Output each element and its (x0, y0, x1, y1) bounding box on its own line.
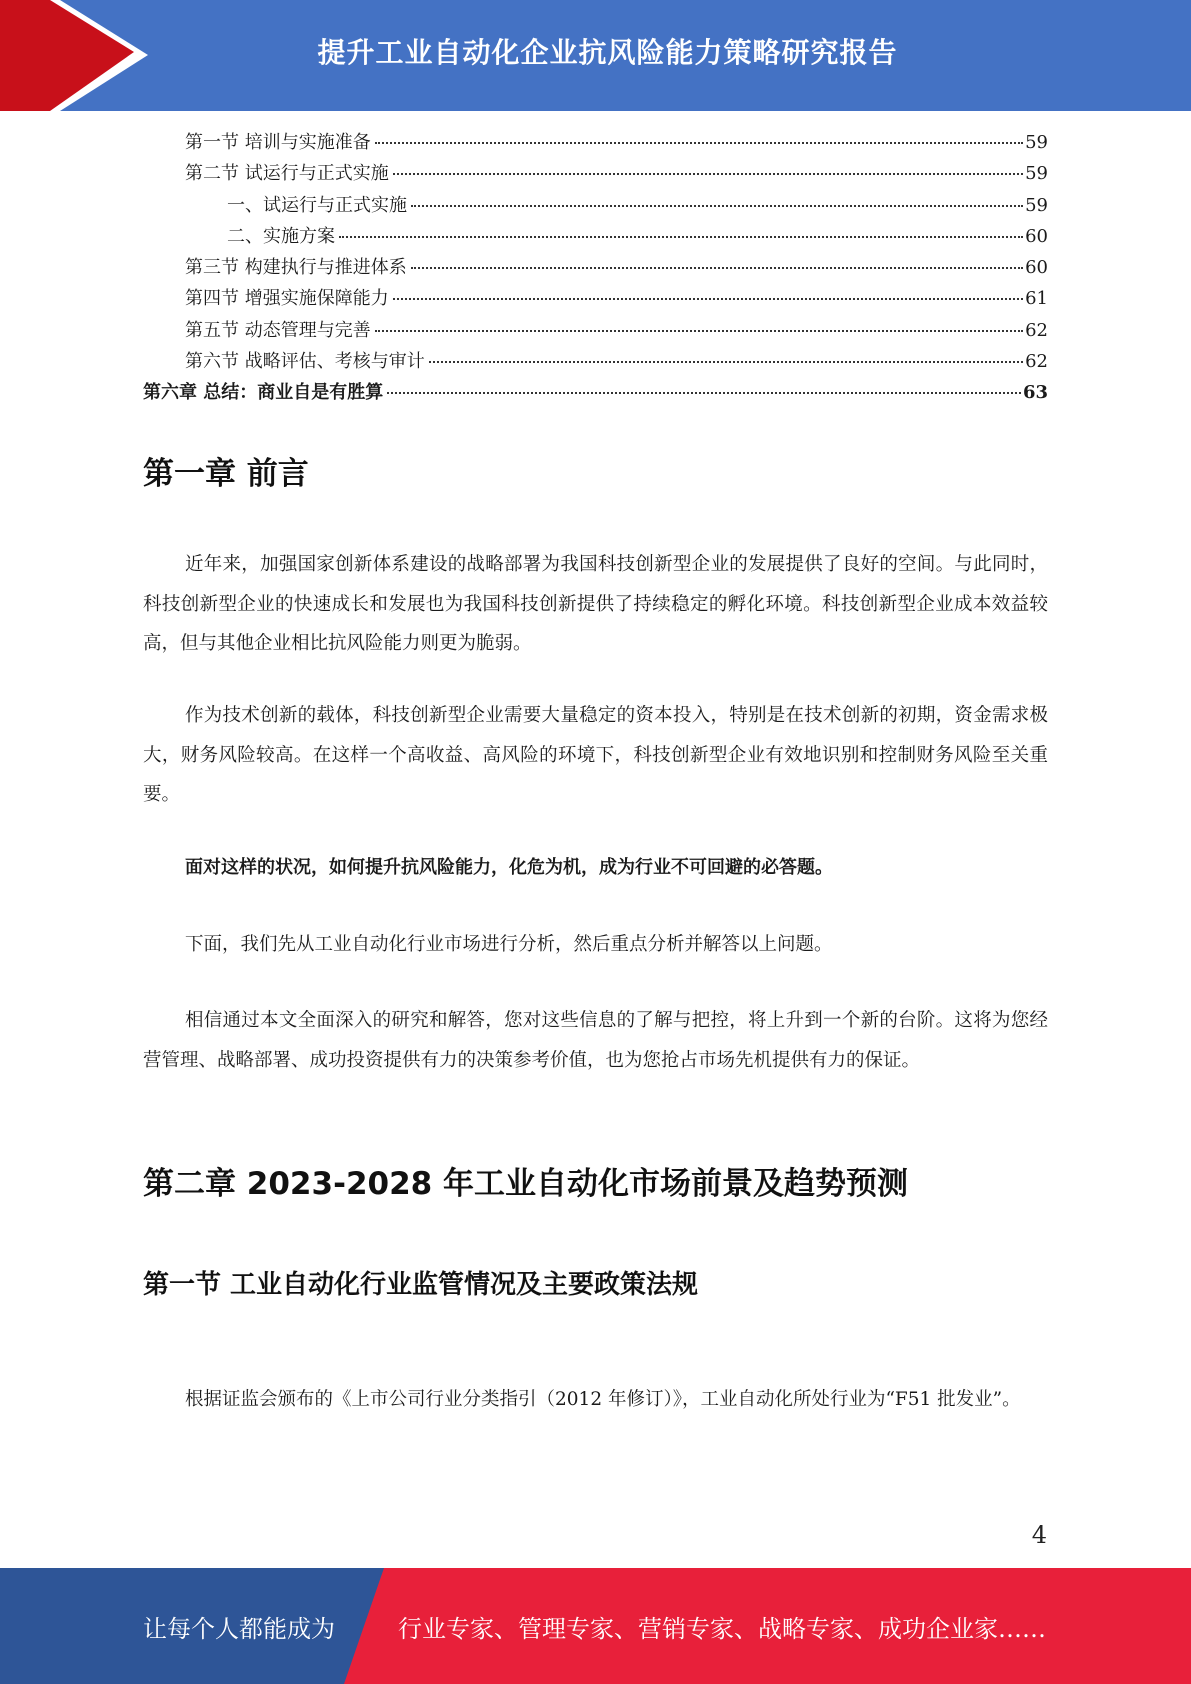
toc-leader-dots (375, 142, 1023, 144)
body-paragraph: 近年来，加强国家创新体系建设的战略部署为我国科技创新型企业的发展提供了良好的空间。与此同时，科技创新型企业的快速成长和发展也为我国科技创新提供了持续稳定的孵化环境。科技创新型企业成本效益较高，但与其他企业相比抗风险能力则更为脆弱。 (143, 554, 1048, 654)
toc-leader-dots (387, 392, 1021, 394)
toc-entry[interactable] (143, 253, 1048, 284)
toc-entry-page: 60 (1025, 257, 1048, 279)
toc-leader-dots (393, 298, 1023, 300)
toc-entry-page: 60 (1025, 225, 1048, 247)
body-paragraph: 作为技术创新的载体，科技创新型企业需要大量稳定的资本投入，特别是在技术创新的初期，资金需求极大，财务风险较高。在这样一个高收益、高风险的环境下，科技创新型企业有效地识别和控制财务风险至关重要。 (143, 705, 1048, 805)
toc-entry-label: 第六章 总结：商业自是有胜算 (143, 382, 384, 404)
toc-entry[interactable] (143, 191, 1048, 222)
toc-entry-label: 第一节 培训与实施准备 (185, 132, 371, 153)
emphasis-paragraph: 面对这样的状况，如何提升抗风险能力，化危为机，成为行业不可回避的必答题。 (185, 857, 833, 878)
body-paragraph: 根据证监会颁布的《上市公司行业分类指引（2012 年修订）》，工业自动化所处行业为“F51 批发业”。 (185, 1389, 1021, 1410)
toc-entry-page: 63 (1022, 382, 1048, 404)
toc-entry-chapter[interactable] (143, 378, 1048, 409)
toc-entry-page: 62 (1025, 319, 1048, 341)
table-of-contents (143, 128, 1048, 410)
toc-entry-page: 59 (1025, 163, 1048, 185)
report-title: 提升工业自动化企业抗风险能力策略研究报告 (317, 36, 898, 69)
toc-entry-label: 第三节 构建执行与推进体系 (185, 257, 407, 279)
toc-entry[interactable] (143, 284, 1048, 315)
toc-entry[interactable] (143, 159, 1048, 190)
header-band (0, 0, 1191, 111)
toc-entry-page: 59 (1025, 132, 1048, 153)
toc-entry[interactable] (143, 222, 1048, 253)
toc-entry-page: 62 (1025, 351, 1048, 373)
body-paragraph: 相信通过本文全面深入的研究和解答，您对这些信息的了解与把控，将上升到一个新的台阶。这将为您经营管理、战略部署、成功投资提供有力的决策参考价值，也为您抢占市场先机提供有力的保证。 (143, 1010, 1048, 1071)
toc-entry[interactable] (143, 316, 1048, 347)
footer-band (0, 1568, 1191, 1684)
toc-leader-dots (339, 236, 1023, 238)
toc-leader-dots (393, 173, 1023, 175)
toc-leader-dots (411, 267, 1023, 269)
toc-leader-dots (411, 205, 1023, 207)
body-paragraph: 下面，我们先从工业自动化行业市场进行分析，然后重点分析并解答以上问题。 (185, 934, 833, 955)
toc-entry-label: 二、实施方案 (227, 225, 335, 247)
toc-entry[interactable] (143, 347, 1048, 378)
toc-leader-dots (375, 330, 1023, 332)
chapter-heading: 第二章 2023-2028 年工业自动化市场前景及趋势预测 (143, 1166, 909, 1202)
footer-slogan-right: 行业专家、管理专家、营销专家、战略专家、成功企业家…… (398, 1614, 1046, 1643)
toc-entry-label: 第五节 动态管理与完善 (185, 319, 371, 341)
toc-entry-label: 一、试运行与正式实施 (227, 194, 407, 216)
toc-entry-label: 第四节 增强实施保障能力 (185, 288, 389, 310)
toc-entry-page: 59 (1025, 194, 1048, 216)
toc-entry[interactable] (143, 128, 1048, 159)
footer-slogan-left: 让每个人都能成为 (143, 1614, 335, 1643)
section-heading: 第一节 工业自动化行业监管情况及主要政策法规 (143, 1270, 699, 1300)
toc-leader-dots (429, 361, 1023, 363)
toc-entry-label: 第六节 战略评估、考核与审计 (185, 351, 425, 373)
toc-entry-label: 第二节 试运行与正式实施 (185, 163, 389, 185)
page-number: 4 (1031, 1521, 1047, 1549)
chapter-heading: 第一章 前言 (143, 456, 309, 492)
toc-entry-page: 61 (1025, 288, 1048, 310)
